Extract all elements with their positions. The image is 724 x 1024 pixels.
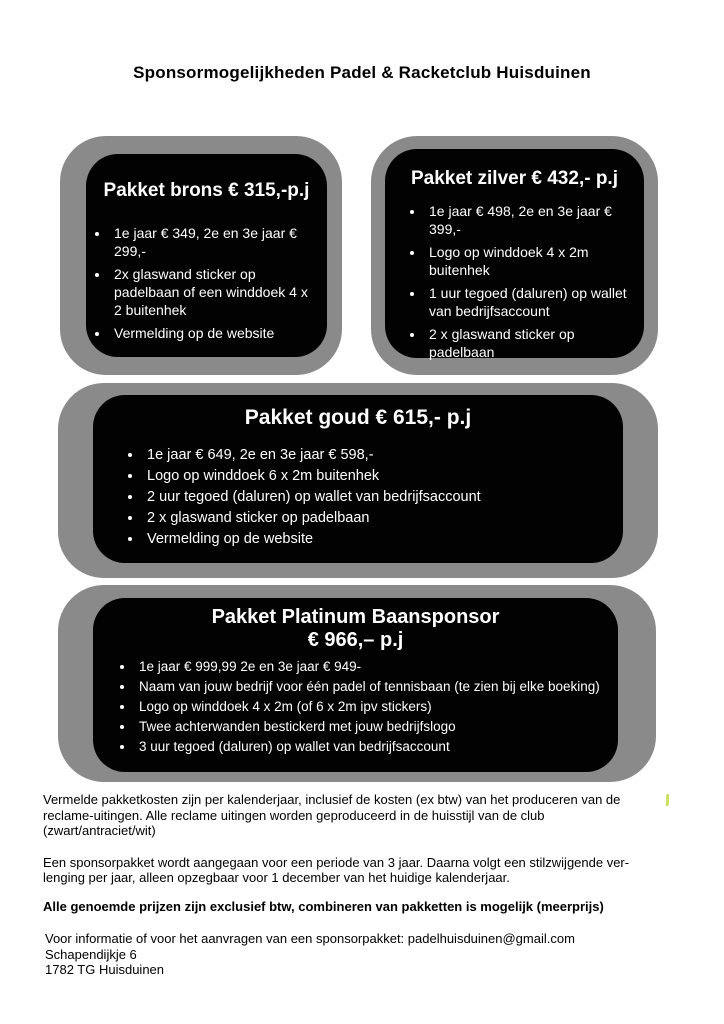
benefit-item: • Logo op winddoek 4 x 2m buitenhek	[425, 243, 640, 279]
benefit-item: • 2 uur tegoed (daluren) op wallet van bedrijfsaccount	[143, 487, 613, 508]
benefit-item: • Logo op winddoek 4 x 2m (of 6 x 2m ipv stickers)	[135, 698, 612, 716]
package-card-zilver-inner	[385, 149, 644, 358]
package-title-zilver: Pakket zilver € 432,- p.j	[410, 168, 618, 189]
package-benefits-zilver	[385, 202, 644, 361]
package-benefits-platinum	[93, 658, 618, 756]
benefit-item: • 1e jaar € 349, 2e en 3e jaar € 299,-	[110, 224, 319, 260]
package-card-zilver	[371, 136, 658, 375]
benefit-item: • 3 uur tegoed (daluren) op wallet van bedrijfsaccount	[135, 738, 612, 756]
package-title-platinum-line1: Pakket Platinum Baansponsor	[211, 606, 500, 628]
package-card-platinum	[58, 585, 656, 782]
package-card-brons	[60, 136, 342, 375]
package-benefits-brons	[86, 224, 327, 342]
pricing-bold-note: Alle genoemde prijzen zijn exclusief btw, combineren van pakketten is mogelijk (meerprijs)	[43, 898, 604, 914]
package-card-goud-inner	[93, 395, 623, 563]
package-title-platinum-line2: € 966,– p.j	[307, 629, 404, 652]
benefit-item: • 2x glaswand sticker op padelbaan of een winddoek 4 x 2 buitenhek	[110, 265, 319, 319]
benefit-item: • 2 x glaswand sticker op padelbaan	[143, 508, 613, 529]
benefit-item: • Naam van jouw bedrijf voor één padel of tennisbaan (te zien bij elke boeking)	[135, 678, 612, 696]
benefit-item: • 1e jaar € 999,99 2e en 3e jaar € 949-	[135, 658, 612, 676]
package-title-brons: Pakket brons € 315,-p.j	[103, 180, 310, 201]
benefit-item: • Vermelding op de website	[110, 324, 319, 342]
benefit-item: • Twee achterwanden bestickerd met jouw bedrijfslogo	[135, 718, 612, 736]
address-street: Schapendijkje 6	[45, 946, 137, 962]
benefit-item: • 1e jaar € 649, 2e en 3e jaar € 598,-	[143, 445, 613, 466]
benefit-item: • 2 x glaswand sticker op padelbaan	[425, 325, 640, 361]
contact-block	[43, 931, 677, 978]
package-benefits-goud	[93, 445, 623, 550]
benefit-item: • 1e jaar € 498, 2e en 3e jaar € 399,-	[425, 202, 640, 238]
footer-notes	[43, 792, 677, 978]
package-card-brons-inner	[86, 154, 327, 357]
costs-note: Vermelde pakketkosten zijn per kalenderjaar, inclusief de kosten (ex btw) van het produceren van de reclame-uitingen. Alle reclame uitingen worden geproduceerd in de huisstijl van de club (zwart/antraciet/wit)	[43, 792, 621, 838]
contact-line: Voor informatie of voor het aanvragen van een sponsorpakket: padelhuisduinen@gmail.com	[45, 931, 575, 946]
document-title: Sponsormogelijkheden Padel & Racketclub Huisduinen	[133, 63, 591, 82]
package-title-platinum	[93, 606, 618, 653]
address-city: 1782 TG Huisduinen	[45, 962, 165, 977]
benefit-item: • Logo op winddoek 6 x 2m buitenhek	[143, 466, 613, 487]
package-card-platinum-inner	[93, 598, 618, 772]
benefit-item: • 1 uur tegoed (daluren) op wallet van bedrijfsaccount	[425, 284, 640, 320]
package-title-goud: Pakket goud € 615,- p.j	[244, 406, 472, 429]
benefit-item: • Vermelding op de website	[143, 529, 613, 550]
renewal-note: Een sponsorpakket wordt aangegaan voor een periode van 3 jaar. Daarna volgt een stilzwijgende ver- lenging per jaar, alleen opzegbaar voor 1 december van het huidige kalenderjaar.	[43, 854, 630, 885]
package-card-goud	[58, 383, 658, 578]
